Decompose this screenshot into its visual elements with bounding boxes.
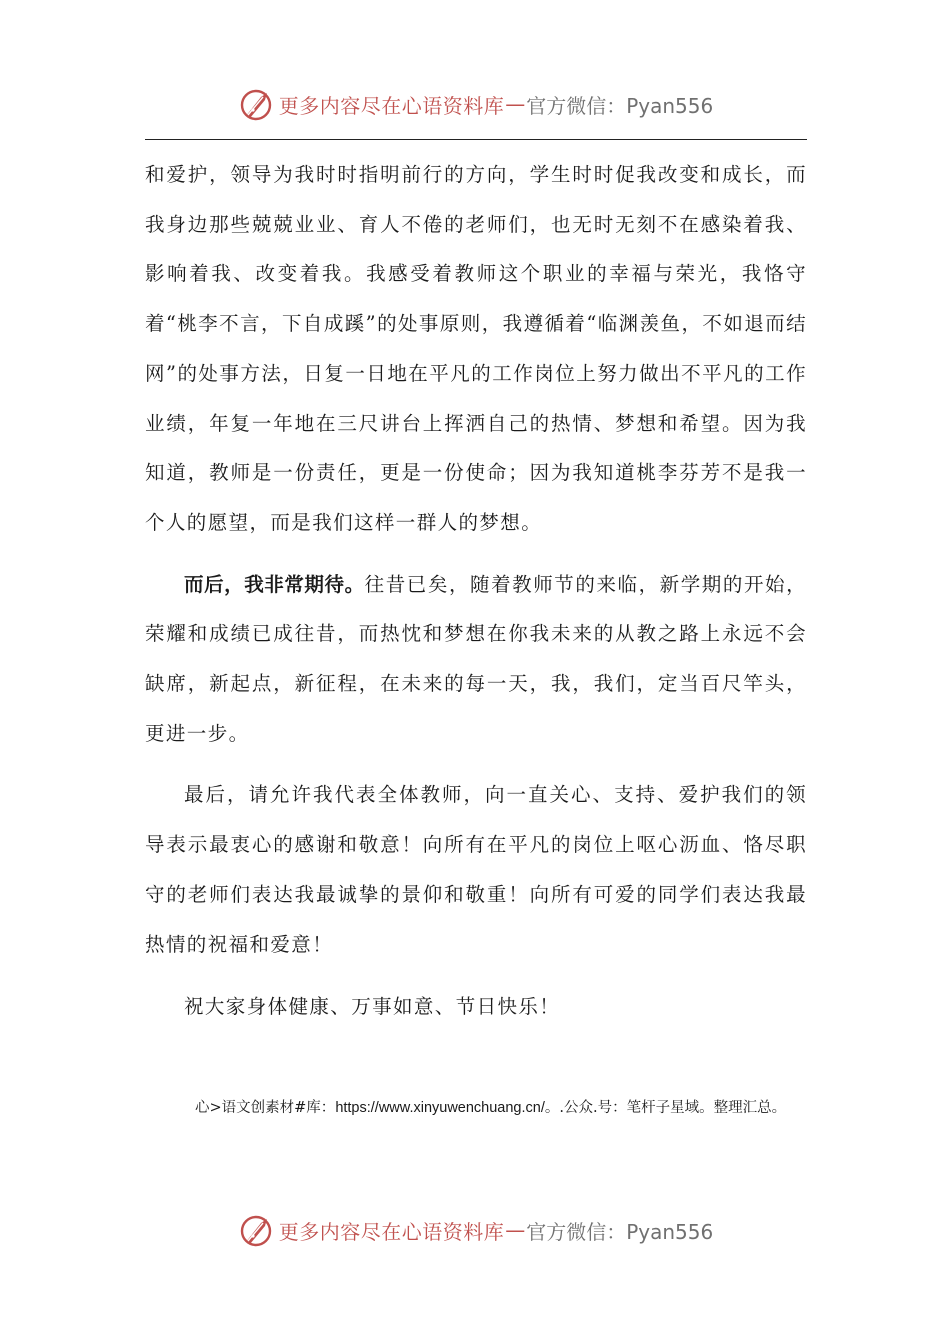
document-body: [145, 150, 807, 1032]
paragraph-4: 祝大家身体健康、万事如意、节日快乐！: [184, 995, 561, 1019]
footer-banner: [0, 1205, 950, 1255]
paragraph-1: 和爱护，领导为我时时指明前行的方向，学生时时促我改变和成长，而我身边那些兢兢业业、育人不倦的老师们，也无时无刻不在感染着我、影响着我、改变着我。我感受着教师这个职业的幸福与荣光，我恪守着“桃李不言，下自成蹊”的处事原则，我遵循着“临渊羡鱼，不如退而结网”的处事方法，日复一日地在平凡的工作岗位上努力做出不平凡的工作业绩，年复一年地在三尺讲台上挥洒自己的热情、梦想和希望。因为我知道，教师是一份责任，更是一份使命；因为我知道桃李芬芳不是我一个人的愿望，而是我们这样一群人的梦想。: [145, 163, 807, 534]
banner-wechat: 官方微信：Pyan556: [526, 93, 714, 118]
source-note-prefix: 心>语文创素材#库：: [195, 1100, 336, 1116]
paragraph-2-rest: 往昔已矣，随着教师节的来临，新学期的开始，荣耀和成绩已成往昔，而热忱和梦想在你我未来的从教之路上永远不会缺席，新起点，新征程，在未来的每一天，我，我们，定当百尺竿头，更进一步。: [145, 572, 807, 745]
pen-nib-logo-icon: [237, 1211, 275, 1249]
paragraph-2-lead: 而后，我非常期待。: [184, 572, 365, 596]
footer-banner-wechat: 官方微信：Pyan556: [526, 1219, 714, 1244]
header-rule: [145, 139, 807, 140]
source-note: [145, 1096, 807, 1120]
source-note-url: https://www.xinyuwenchuang.cn/: [335, 1100, 545, 1116]
pen-nib-logo-icon: [237, 85, 275, 123]
source-note-suffix: 。.公众.号：笔杆子星域。整理汇总。: [544, 1100, 787, 1116]
paragraph-2: [145, 560, 807, 759]
paragraph-3: 最后，请允许我代表全体教师，向一直关心、支持、爱护我们的领导表示最衷心的感谢和敬意！向所有在平凡的岗位上呕心沥血、恪尽职守的老师们表达我最诚挚的景仰和敬重！向所有可爱的同学们表达我最热情的祝福和爱意！: [145, 783, 807, 956]
footer-banner-dash: —: [505, 1218, 526, 1242]
header-banner: [0, 79, 950, 129]
banner-dash: —: [505, 92, 526, 116]
footer-banner-title: 更多内容尽在心语资料库: [278, 1219, 505, 1244]
banner-title: 更多内容尽在心语资料库: [278, 93, 505, 118]
